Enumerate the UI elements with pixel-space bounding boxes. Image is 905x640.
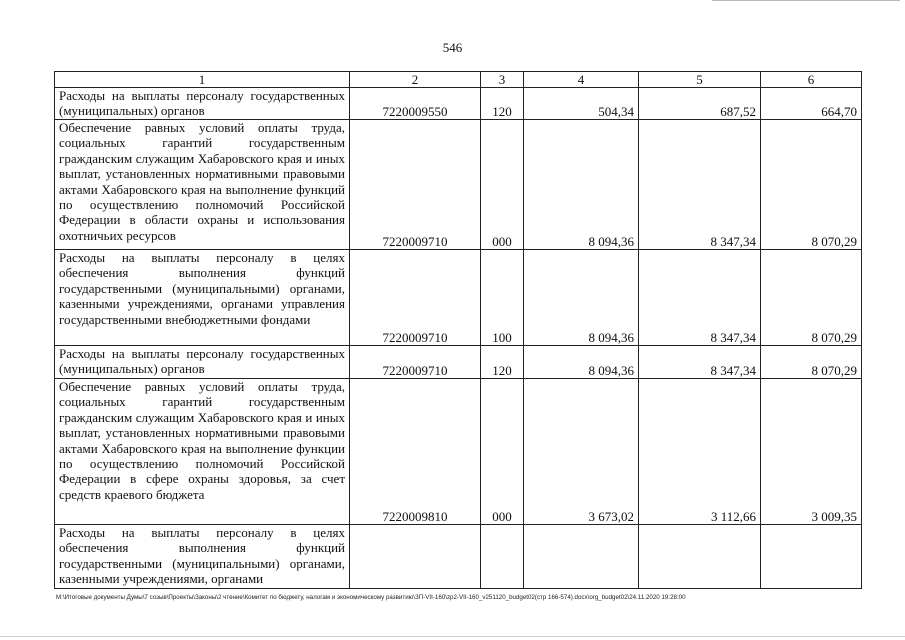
row-target-code: 7220009710 — [350, 120, 481, 250]
row-target-code — [350, 525, 481, 589]
row-description: Расходы на выплаты персоналу государственных (муниципальных) органов — [55, 346, 350, 379]
header-col-5: 5 — [639, 72, 761, 88]
table-row — [55, 346, 862, 379]
row-expense-type: 100 — [481, 250, 524, 346]
row-amount-col6: 3 009,35 — [761, 379, 862, 525]
row-amount-col6 — [761, 525, 862, 589]
document-path-footer: M:\Итоговые документы Думы\7 созыв\Проекты\Законы\2 чтение\Комитет по бюджету, налогам и экономическому развитию\ЗП-VII-160\zp2-VII-160_v251120_budget02(стр 166-574).docx\org_budget02\24.11.2020 19:28:00 — [56, 594, 686, 601]
header-col-6: 6 — [761, 72, 862, 88]
header-col-3: 3 — [481, 72, 524, 88]
row-description: Обеспечение равных условий оплаты труда, социальных гарантий государственным гражданским служащим Хабаровского края и иных выплат, установленных нормативными правовыми актами Хабаровского края на выполнение функции по осуществлению полномочий Российской Федерации в сфере охраны здоровья, за счет средств краевого бюджета — [55, 379, 350, 525]
row-target-code: 7220009810 — [350, 379, 481, 525]
header-col-2: 2 — [350, 72, 481, 88]
row-amount-col4: 8 094,36 — [524, 346, 639, 379]
row-target-code: 7220009550 — [350, 88, 481, 120]
row-target-code: 7220009710 — [350, 346, 481, 379]
row-amount-col4 — [524, 525, 639, 589]
row-amount-col6: 8 070,29 — [761, 120, 862, 250]
row-expense-type — [481, 525, 524, 589]
row-amount-col6: 8 070,29 — [761, 250, 862, 346]
row-amount-col4: 3 673,02 — [524, 379, 639, 525]
row-description: Расходы на выплаты персоналу в целях обеспечения выполнения функций государственными (муниципальными) органами, казенными учреждениями, органами управления государственными внебюджетными фондами — [55, 250, 350, 346]
row-expense-type: 000 — [481, 120, 524, 250]
row-amount-col5: 8 347,34 — [639, 346, 761, 379]
table-header-row — [55, 72, 862, 88]
bottom-edge-rule — [0, 636, 905, 637]
row-description: Расходы на выплаты персоналу в целях обеспечения выполнения функций государственными (муниципальными) органами, казенными учреждениями, органами — [55, 525, 350, 589]
row-amount-col6: 8 070,29 — [761, 346, 862, 379]
row-expense-type: 000 — [481, 379, 524, 525]
table-row — [55, 120, 862, 250]
row-amount-col6: 664,70 — [761, 88, 862, 120]
budget-table — [54, 71, 862, 589]
table-row — [55, 88, 862, 120]
row-description: Расходы на выплаты персоналу государственных (муниципальных) органов — [55, 88, 350, 120]
header-col-1: 1 — [55, 72, 350, 88]
table-row — [55, 525, 862, 589]
row-amount-col5 — [639, 525, 761, 589]
row-amount-col5: 8 347,34 — [639, 120, 761, 250]
top-edge-rule — [712, 0, 900, 1]
row-amount-col4: 8 094,36 — [524, 250, 639, 346]
row-amount-col5: 687,52 — [639, 88, 761, 120]
row-expense-type: 120 — [481, 346, 524, 379]
row-amount-col5: 8 347,34 — [639, 250, 761, 346]
row-description: Обеспечение равных условий оплаты труда, социальных гарантий государственным гражданским служащим Хабаровского края и иных выплат, установленных нормативными правовыми актами Хабаровского края на выполнение функций по осуществлению полномочий Российской Федерации в области охраны и использования охотничьих ресурсов — [55, 120, 350, 250]
row-amount-col4: 8 094,36 — [524, 120, 639, 250]
header-col-4: 4 — [524, 72, 639, 88]
row-target-code: 7220009710 — [350, 250, 481, 346]
row-amount-col4: 504,34 — [524, 88, 639, 120]
page-number: 546 — [442, 40, 463, 55]
row-amount-col5: 3 112,66 — [639, 379, 761, 525]
table-row — [55, 250, 862, 346]
row-expense-type: 120 — [481, 88, 524, 120]
table-row — [55, 379, 862, 525]
